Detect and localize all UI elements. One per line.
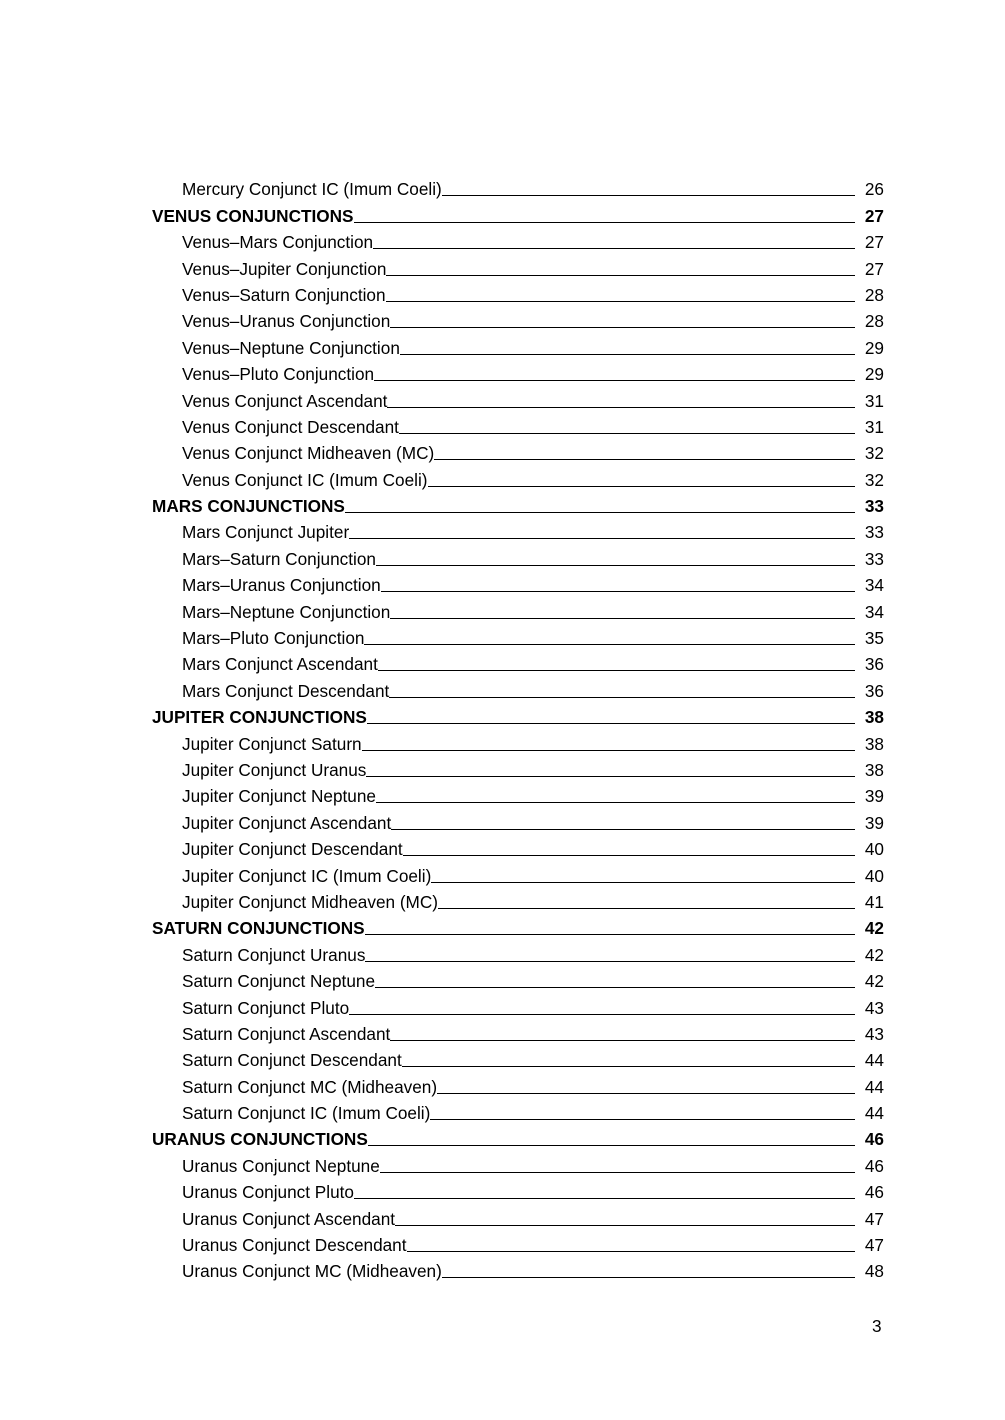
toc-leader-line (390, 618, 855, 619)
toc-entry-page: 27 (864, 258, 884, 279)
toc-entry-page: 42 (864, 918, 884, 939)
toc-entry-page: 33 (864, 522, 884, 543)
toc-entry-page: 40 (864, 839, 884, 860)
toc-leader-line (386, 275, 855, 276)
toc-leader-line (399, 433, 855, 434)
toc-entry-title: Jupiter Conjunct Saturn (182, 733, 362, 754)
toc-section-heading[interactable] (152, 701, 884, 727)
toc-entry[interactable] (152, 569, 884, 595)
toc-entry-title: Mars–Saturn Conjunction (182, 548, 376, 569)
toc-entry-title: Jupiter Conjunct IC (Imum Coeli) (182, 865, 432, 886)
toc-leader-line (349, 538, 855, 539)
toc-entry-title: Uranus Conjunct Pluto (182, 1182, 354, 1203)
toc-entry[interactable] (152, 1018, 884, 1044)
toc-leader-line (345, 512, 855, 513)
toc-entry-page: 40 (864, 865, 884, 886)
table-of-contents (152, 173, 884, 1281)
toc-leader-line (373, 248, 855, 249)
toc-entry-title: Saturn Conjunct Neptune (182, 971, 376, 992)
toc-leader-line (349, 1014, 855, 1015)
toc-leader-line (438, 908, 855, 909)
toc-entry-page: 29 (864, 364, 884, 385)
toc-entry-title: Saturn Conjunct Pluto (182, 997, 350, 1018)
toc-entry[interactable] (152, 252, 884, 278)
toc-entry-title: Uranus Conjunct Descendant (182, 1235, 407, 1256)
toc-entry-title: URANUS CONJUNCTIONS (152, 1129, 368, 1150)
toc-leader-line (395, 1225, 855, 1226)
toc-entry[interactable] (152, 1202, 884, 1228)
toc-entry-title: Venus–Neptune Conjunction (182, 337, 400, 358)
toc-entry-page: 43 (864, 997, 884, 1018)
toc-entry[interactable] (152, 859, 884, 885)
toc-entry[interactable] (152, 965, 884, 991)
toc-leader-line (400, 354, 855, 355)
toc-entry-title: Uranus Conjunct Ascendant (182, 1208, 396, 1229)
toc-entry-page: 42 (864, 971, 884, 992)
toc-entry[interactable] (152, 991, 884, 1017)
toc-entry-page: 33 (864, 496, 884, 517)
toc-entry[interactable] (152, 384, 884, 410)
toc-leader-line (387, 407, 855, 408)
toc-entry-title: Saturn Conjunct Descendant (182, 1050, 402, 1071)
toc-entry[interactable] (152, 331, 884, 357)
toc-entry-title: Venus Conjunct Descendant (182, 416, 399, 437)
toc-leader-line (380, 1172, 855, 1173)
toc-entry-page: 44 (864, 1103, 884, 1124)
toc-entry-title: Jupiter Conjunct Descendant (182, 839, 403, 860)
toc-entry-page: 28 (864, 311, 884, 332)
toc-leader-line (407, 1251, 855, 1252)
toc-entry[interactable] (152, 754, 884, 780)
toc-entry-page: 46 (864, 1129, 884, 1150)
toc-leader-line (376, 802, 855, 803)
toc-leader-line (430, 1119, 855, 1120)
toc-entry[interactable] (152, 542, 884, 568)
toc-leader-line (442, 1277, 855, 1278)
toc-leader-line (354, 1198, 855, 1199)
toc-leader-line (376, 565, 855, 566)
toc-list (152, 173, 884, 1281)
toc-section-heading[interactable] (152, 490, 884, 516)
toc-entry[interactable] (152, 727, 884, 753)
toc-entry[interactable] (152, 226, 884, 252)
toc-leader-line (381, 591, 855, 592)
toc-leader-line (362, 750, 855, 751)
toc-entry[interactable] (152, 1229, 884, 1255)
toc-entry-page: 33 (864, 548, 884, 569)
toc-leader-line (403, 855, 855, 856)
toc-entry-title: Venus–Jupiter Conjunction (182, 258, 387, 279)
toc-entry-title: Mars Conjunct Jupiter (182, 522, 350, 543)
toc-leader-line (428, 486, 856, 487)
toc-entry-page: 44 (864, 1076, 884, 1097)
toc-entry-title: MARS CONJUNCTIONS (152, 496, 345, 517)
toc-entry-title: Venus–Saturn Conjunction (182, 284, 386, 305)
toc-entry-page: 29 (864, 337, 884, 358)
toc-entry-page: 42 (864, 944, 884, 965)
toc-entry[interactable] (152, 806, 884, 832)
toc-entry-page: 36 (864, 654, 884, 675)
toc-entry-page: 32 (864, 469, 884, 490)
toc-leader-line (391, 829, 855, 830)
toc-entry-title: JUPITER CONJUNCTIONS (152, 707, 367, 728)
toc-entry-page: 26 (864, 179, 884, 200)
toc-leader-line (354, 222, 856, 223)
toc-entry[interactable] (152, 305, 884, 331)
toc-entry-page: 46 (864, 1182, 884, 1203)
toc-leader-line (375, 987, 855, 988)
toc-entry-title: Jupiter Conjunct Midheaven (MC) (182, 891, 439, 912)
toc-entry-page: 36 (864, 680, 884, 701)
toc-entry[interactable] (152, 516, 884, 542)
toc-leader-line (442, 195, 855, 196)
toc-entry[interactable] (152, 1097, 884, 1123)
toc-entry[interactable] (152, 886, 884, 912)
toc-leader-line (402, 1066, 855, 1067)
toc-entry[interactable] (152, 1176, 884, 1202)
toc-entry-title: Mars Conjunct Ascendant (182, 654, 378, 675)
toc-entry[interactable] (152, 173, 884, 199)
toc-entry[interactable] (152, 1044, 884, 1070)
toc-leader-line (366, 776, 855, 777)
toc-section-heading[interactable] (152, 912, 884, 938)
toc-entry-title: SATURN CONJUNCTIONS (152, 918, 365, 939)
toc-entry-title: Venus–Uranus Conjunction (182, 311, 391, 332)
toc-entry[interactable] (152, 358, 884, 384)
toc-entry-page: 47 (864, 1235, 884, 1256)
toc-entry-page: 44 (864, 1050, 884, 1071)
toc-entry[interactable] (152, 411, 884, 437)
toc-entry-title: Uranus Conjunct MC (Midheaven) (182, 1261, 442, 1282)
toc-entry-page: 38 (864, 733, 884, 754)
toc-entry-page: 47 (864, 1208, 884, 1229)
toc-entry-page: 32 (864, 443, 884, 464)
toc-entry[interactable] (152, 622, 884, 648)
toc-entry-page: 39 (864, 812, 884, 833)
toc-leader-line (365, 961, 855, 962)
toc-entry-title: Jupiter Conjunct Neptune (182, 786, 376, 807)
toc-section-heading[interactable] (152, 1123, 884, 1149)
toc-leader-line (390, 327, 855, 328)
toc-entry-title: VENUS CONJUNCTIONS (152, 205, 354, 226)
toc-entry-page: 31 (864, 416, 884, 437)
toc-leader-line (434, 459, 855, 460)
toc-leader-line (431, 882, 855, 883)
toc-leader-line (437, 1093, 855, 1094)
toc-leader-line (367, 723, 855, 724)
toc-leader-line (374, 380, 855, 381)
toc-entry[interactable] (152, 1070, 884, 1096)
toc-leader-line (390, 1040, 855, 1041)
toc-entry-page: 35 (864, 628, 884, 649)
toc-entry-page: 34 (864, 601, 884, 622)
toc-entry-title: Mercury Conjunct IC (Imum Coeli) (182, 179, 442, 200)
toc-entry-title: Saturn Conjunct IC (Imum Coeli) (182, 1103, 431, 1124)
toc-entry[interactable] (152, 595, 884, 621)
toc-entry-title: Jupiter Conjunct Uranus (182, 759, 367, 780)
toc-leader-line (365, 934, 855, 935)
toc-leader-line (378, 670, 855, 671)
toc-entry-page: 38 (864, 759, 884, 780)
toc-entry-title: Uranus Conjunct Neptune (182, 1155, 380, 1176)
toc-entry-page: 34 (864, 575, 884, 596)
toc-entry-page: 27 (864, 205, 884, 226)
toc-leader-line (364, 644, 855, 645)
toc-entry-title: Mars–Uranus Conjunction (182, 575, 381, 596)
toc-entry-title: Venus Conjunct Ascendant (182, 390, 388, 411)
toc-entry[interactable] (152, 938, 884, 964)
toc-entry-page: 38 (864, 707, 884, 728)
toc-entry-title: Venus–Pluto Conjunction (182, 364, 375, 385)
toc-entry-page: 43 (864, 1023, 884, 1044)
toc-entry-title: Jupiter Conjunct Ascendant (182, 812, 392, 833)
toc-entry[interactable] (152, 833, 884, 859)
page-number: 3 (872, 1316, 882, 1336)
toc-entry-title: Mars–Pluto Conjunction (182, 628, 365, 649)
toc-entry-title: Mars Conjunct Descendant (182, 680, 390, 701)
toc-entry[interactable] (152, 780, 884, 806)
toc-leader-line (386, 301, 855, 302)
toc-entry-page: 27 (864, 232, 884, 253)
toc-entry-title: Venus Conjunct IC (Imum Coeli) (182, 469, 428, 490)
toc-entry[interactable] (152, 437, 884, 463)
toc-entry-page: 46 (864, 1155, 884, 1176)
toc-entry[interactable] (152, 1149, 884, 1175)
toc-leader-line (389, 697, 855, 698)
toc-entry-page: 41 (864, 891, 884, 912)
toc-entry-title: Mars–Neptune Conjunction (182, 601, 391, 622)
toc-leader-line (368, 1145, 855, 1146)
toc-entry-title: Saturn Conjunct MC (Midheaven) (182, 1076, 438, 1097)
toc-section-heading[interactable] (152, 199, 884, 225)
toc-entry[interactable] (152, 463, 884, 489)
toc-entry[interactable] (152, 1255, 884, 1281)
toc-entry-title: Saturn Conjunct Ascendant (182, 1023, 391, 1044)
toc-entry[interactable] (152, 279, 884, 305)
toc-entry-title: Venus–Mars Conjunction (182, 232, 374, 253)
toc-entry-page: 28 (864, 284, 884, 305)
toc-entry-title: Saturn Conjunct Uranus (182, 944, 366, 965)
toc-entry-page: 39 (864, 786, 884, 807)
toc-entry-page: 31 (864, 390, 884, 411)
toc-entry[interactable] (152, 648, 884, 674)
toc-entry[interactable] (152, 674, 884, 700)
toc-entry-page: 48 (864, 1261, 884, 1282)
toc-entry-title: Venus Conjunct Midheaven (MC) (182, 443, 435, 464)
